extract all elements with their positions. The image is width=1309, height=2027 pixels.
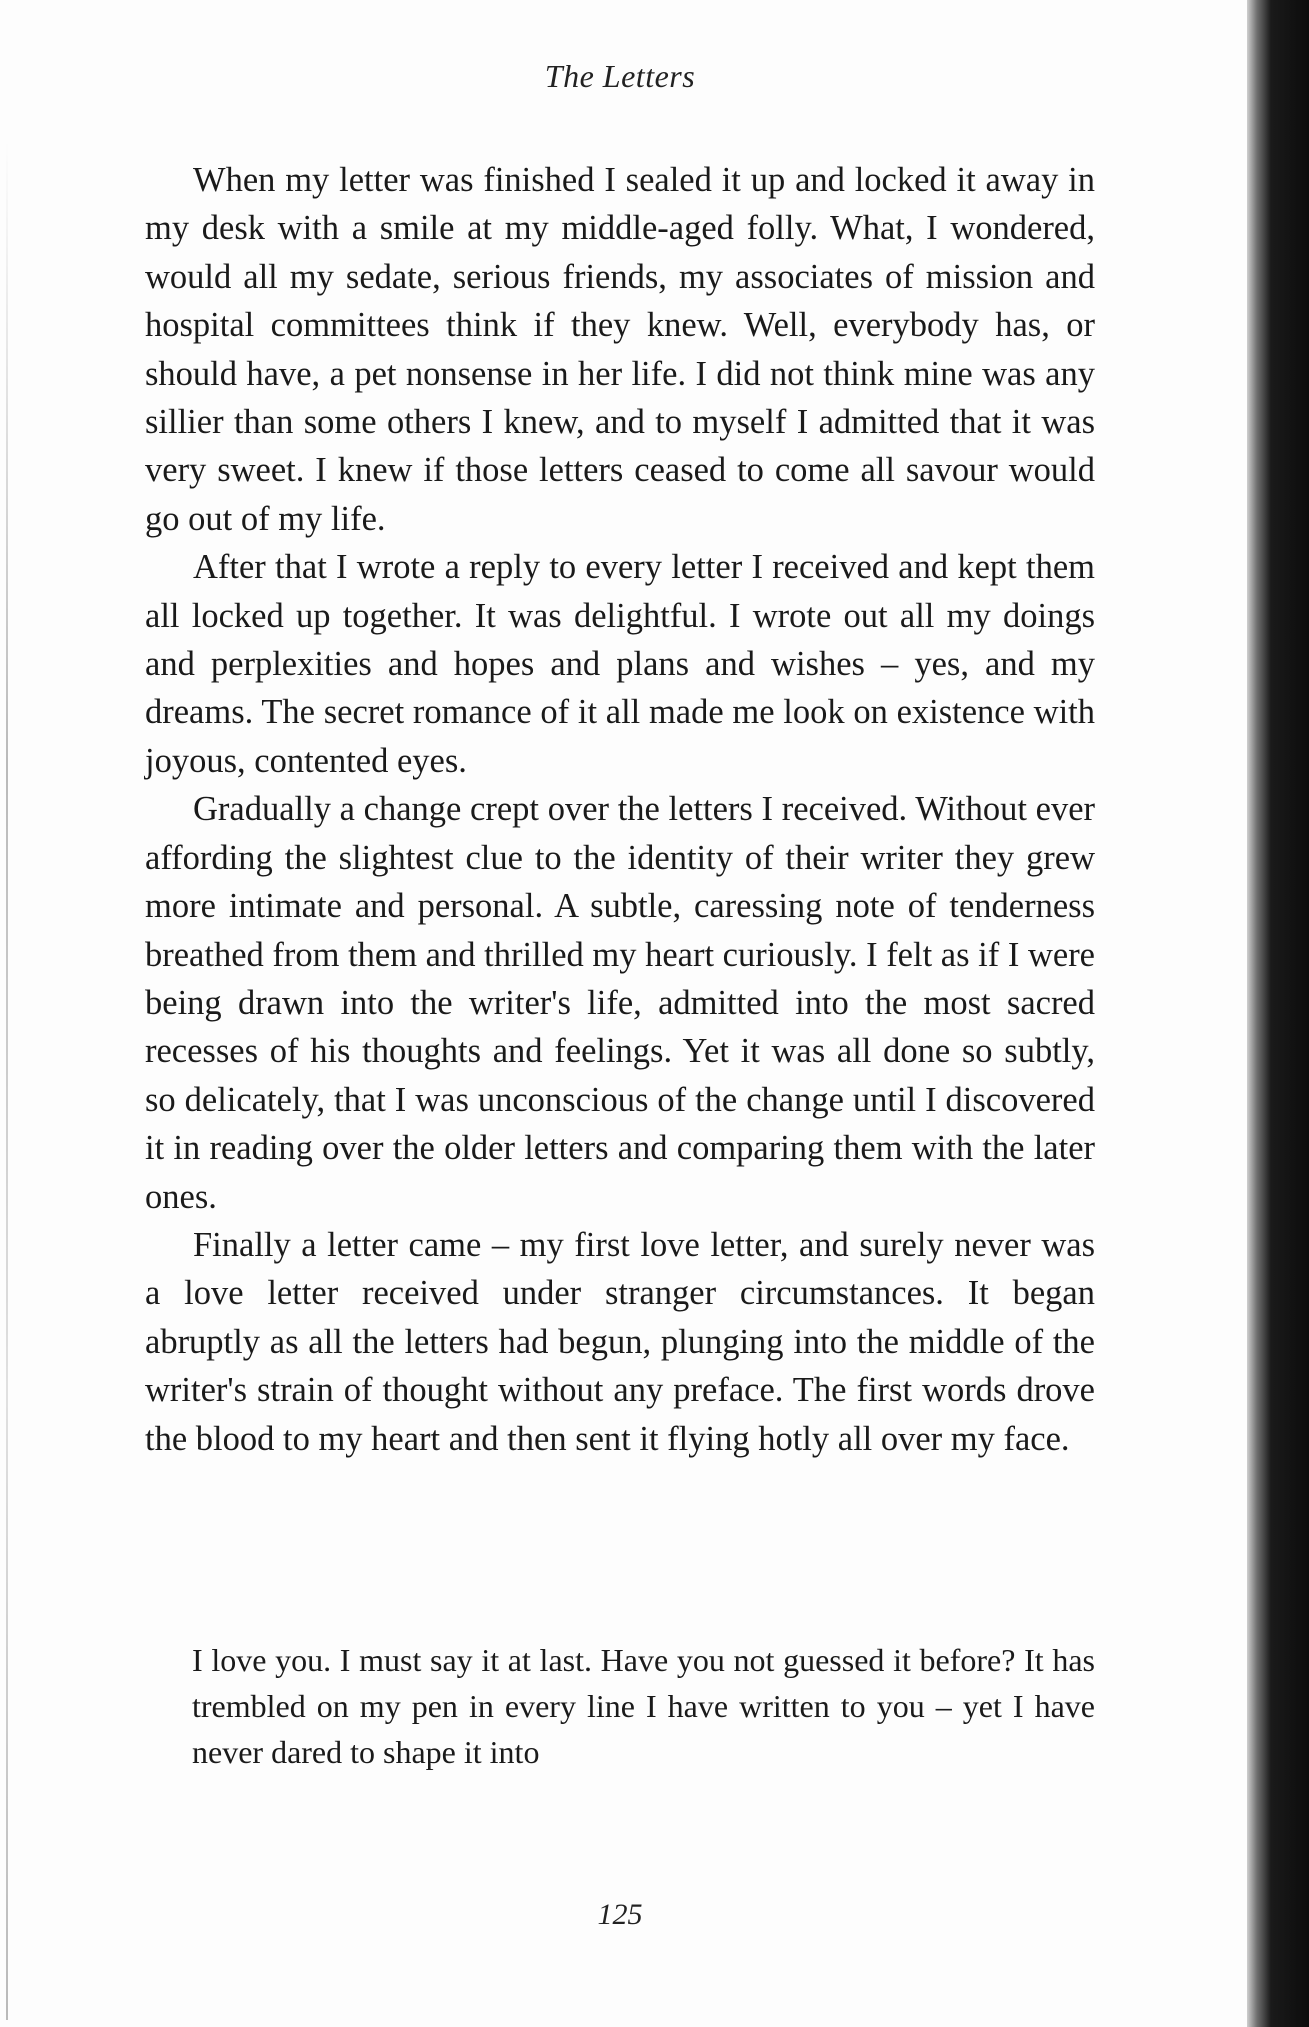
paragraph-1: When my letter was finished I sealed it up and locked it away in my desk with a smile at my middle-aged folly. What, I wondered, would all my sedate, serious friends, my associates of mission and hospital committees think if they knew. Well, everybody has, or should have, a pet nonsense in her life. I did not think mine was any sillier than some others I knew, and to myself I admitted that it was very sweet. I knew if those letters ceased to come all savour would go out of my life. bbox=[145, 161, 1095, 538]
page-edge-shadow bbox=[6, 140, 8, 2020]
running-head: The Letters bbox=[544, 58, 696, 94]
paragraph-3: Gradually a change crept over the letters I received. Without ever affording the slightest clue to the identity of their writer they grew more intimate and personal. A subtle, caressing note of tenderness breathed from them and thrilled my heart curiously. I felt as if I were being drawn into the writer's life, admitted into the most sacred recesses of his thoughts and feelings. Yet it was all done so subtly, so delicately, that I was unconscious of the change until I discovered it in reading over the older letters and comparing them with the later ones. bbox=[145, 790, 1095, 1216]
letter-excerpt-text: I love you. I must say it at last. Have you not guessed it before? It has trembled on my pen in every line I have written to you – yet I have never dared to shape it into bbox=[192, 1642, 1095, 1770]
paragraph-2: After that I wrote a reply to every letter I received and kept them all locked up together. It was delightful. I wrote out all my doings and perplexities and hopes and plans and wishes – yes, and my dreams. The secret romance of it all made me look on existence with joyous, contented eyes. bbox=[145, 548, 1095, 780]
paragraph-4: Finally a letter came – my first love letter, and surely never was a love letter received under stranger circumstances. It began abruptly as all the letters had begun, plunging into the middle of the writer's strain of thought without any preface. The first words drove the blood to my heart and then sent it flying hotly all over my face. bbox=[145, 1225, 1095, 1458]
letter-excerpt bbox=[192, 1637, 1095, 1775]
body-text bbox=[145, 156, 1095, 1463]
book-binding-edge bbox=[1247, 0, 1309, 2027]
page-number: 125 bbox=[597, 1898, 643, 1931]
